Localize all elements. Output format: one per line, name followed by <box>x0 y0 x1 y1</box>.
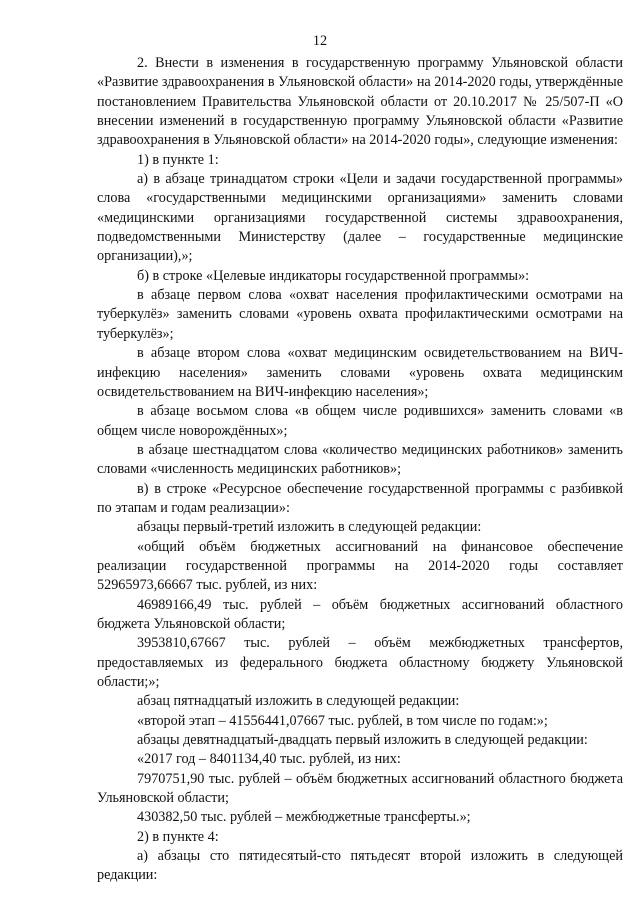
document-body <box>97 54 623 886</box>
paragraph-total-volume: «общий объём бюджетных ассигнований на финансовое обеспечение реализации государственной программы на 2014-2020 годы составляет 52965973,66667 тыс. рублей, из них: <box>97 538 623 594</box>
paragraph-2017-regional: 7970751,90 тыс. рублей – объём бюджетных ассигнований областного бюджета Ульяновской области; <box>97 770 623 807</box>
paragraph-federal-transfers: 3953810,67667 тыс. рублей – объём межбюджетных трансфертов, предоставляемых из федерального бюджета областному бюджету Ульяновской области;»; <box>97 635 623 690</box>
paragraph-subitem-v: в) в строке «Ресурсное обеспечение государственной программы с разбивкой по этапам и годам реализации»: <box>97 480 623 516</box>
paragraph-abzac-15: абзац пятнадцатый изложить в следующей редакции: <box>137 693 460 710</box>
paragraph-subitem-b: б) в строке «Целевые индикаторы государственной программы»: <box>137 267 530 284</box>
paragraph-regional-budget: 46989166,49 тыс. рублей – объём бюджетных ассигнований областного бюджета Ульяновской области; <box>97 596 623 632</box>
paragraph-item-2: 2. Внести в изменения в государственную программу Ульяновской области «Развитие здравоохранения в Ульяновской области» на 2014-2020 годы, утверждённые постановлением Правительства Ульяновской области от 20.10.2017 № 25/507-П «О внесении изменений в государственную программу Ульяновской области «Развитие здравоохранения в Ульяновской области» на 2014-2020 годы», следующие изменения: <box>97 55 623 149</box>
paragraph-abzac-1-3: абзацы первый-третий изложить в следующей редакции: <box>137 519 482 536</box>
paragraph-abzac-16: в абзаце шестнадцатом слова «количество медицинских работников» заменить словами «численность медицинских работников»; <box>97 441 623 478</box>
paragraph-2017-transfers: 430382,50 тыс. рублей – межбюджетные трансферты.»; <box>137 809 471 826</box>
paragraph-abzac-19-21: абзацы девятнадцатый-двадцать первый изложить в следующей редакции: <box>137 732 588 749</box>
paragraph-abzac-8: в абзаце восьмом слова «в общем числе родившихся» заменить словами «в общем числе новорождённых»; <box>97 403 623 439</box>
paragraph-subitem-a: а) в абзаце тринадцатом строки «Цели и задачи государственной программы» слова «государственными медицинскими организациями» заменить словами «медицинскими организациями государственной системы здравоохранения, подведомственными Министерству (далее – государственные медицинские организации),»; <box>97 171 623 265</box>
paragraph-abzac-2: в абзаце втором слова «охват медицинским освидетельствованием на ВИЧ-инфекцию населения» заменить словами «уровень охвата медицинским освидетельствованием на ВИЧ-инфекцию населения»; <box>97 345 623 400</box>
paragraph-subitem-a-4: а) абзацы сто пятидесятый-сто пятьдесят второй изложить в следующей редакции: <box>97 848 623 884</box>
paragraph-second-stage: «второй этап – 41556441,07667 тыс. рублей, в том числе по годам:»; <box>137 712 548 729</box>
paragraph-subitem-1: 1) в пункте 1: <box>137 151 219 168</box>
page-number: 12 <box>312 33 328 49</box>
paragraph-abzac-1: в абзаце первом слова «охват населения профилактическими осмотрами на туберкулёз» заменить словами «уровень охвата профилактическими осмотрами на туберкулёз»; <box>97 287 623 342</box>
paragraph-subitem-2: 2) в пункте 4: <box>137 828 219 845</box>
paragraph-year-2017: «2017 год – 8401134,40 тыс. рублей, из них: <box>137 751 401 768</box>
